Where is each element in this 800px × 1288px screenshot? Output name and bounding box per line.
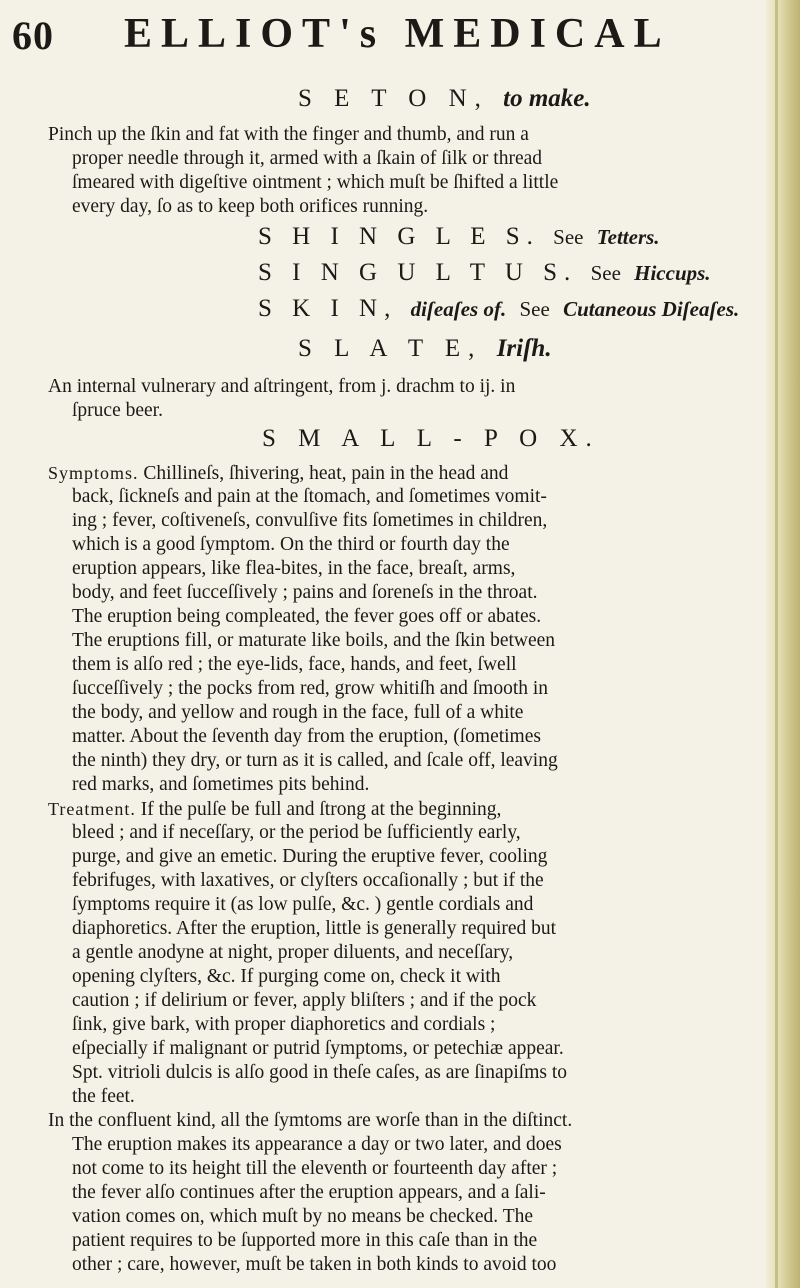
text-line: eſpecially if malignant or putrid ſymptoms, or petechiæ appear.	[72, 1038, 564, 1059]
text-line: them is alſo red ; the eye-lids, face, hands, and feet, ſwell	[72, 654, 517, 675]
text-line: the ninth) they dry, or turn as it is called, and ſcale off, leaving	[72, 750, 558, 771]
page-edge-line	[775, 0, 778, 1288]
text-line: purge, and give an emetic. During the eruptive fever, cooling	[72, 846, 548, 867]
text-line: the body, and yellow and rough in the face, full of a white	[72, 702, 524, 723]
text-line: eruption appears, like flea-bites, in the face, breaſt, arms,	[72, 558, 516, 579]
entry-heading-skin: S K I N, diſeaſes of. See Cutaneous Diſeaſes.	[258, 295, 740, 322]
entry-heading-smallpox: S M A L L - P O X.	[262, 425, 600, 452]
text-line: red marks, and ſometimes pits behind.	[72, 774, 370, 795]
text-line: Pinch up the ſkin and fat with the finger and thumb, and run a	[48, 124, 529, 145]
entry-heading-slate: S L A T E, Iriſh.	[298, 335, 552, 362]
text-line: In the confluent kind, all the ſymtoms are worſe than in the diſtinct.	[48, 1110, 573, 1131]
symptoms-label: Symptoms.	[48, 463, 139, 483]
text-line: a gentle anodyne at night, proper diluents, and neceſſary,	[72, 942, 514, 963]
entry-heading-shingles: S H I N G L E S. See Tetters.	[258, 223, 660, 250]
text-line: back, ſickneſs and pain at the ſtomach, and ſometimes vomit-	[72, 486, 547, 507]
entry-heading-seton: S E T O N, to make.	[298, 85, 591, 112]
text-line: not come to its height till the eleventh or fourteenth day after ;	[72, 1158, 558, 1179]
text-line: ſucceſſively ; the pocks from red, grow whitiſh and ſmooth in	[72, 678, 549, 699]
text-line: other ; care, however, muſt be taken in both kinds to avoid too	[72, 1254, 557, 1275]
text-line: The eruptions fill, or maturate like boils, and the ſkin between	[72, 630, 556, 651]
text-line: opening clyſters, &c. If purging come on, check it with	[72, 966, 501, 987]
text-line: patient requires to be ſupported more in this caſe than in the	[72, 1230, 538, 1251]
text-line: The eruption makes its appearance a day or two later, and does	[72, 1134, 562, 1155]
running-title: ELLIOT's MEDICAL	[124, 11, 671, 57]
text-line: ing ; fever, coſtiveneſs, convulſive fits ſometimes in children,	[72, 510, 548, 531]
text-line: diaphoretics. After the eruption, little is generally required but	[72, 918, 557, 939]
text-line: febrifuges, with laxatives, or clyſters occaſionally ; but if the	[72, 870, 544, 891]
text-line: the feet.	[72, 1086, 135, 1107]
entry-heading-singultus: S I N G U L T U S. See Hiccups.	[258, 259, 711, 286]
text-line: Spt. vitrioli dulcis is alſo good in theſe caſes, as are ſinapiſms to	[72, 1062, 568, 1083]
text-line: ſymptoms require it (as low pulſe, &c. ) gentle cordials and	[72, 894, 534, 915]
text-line: Symptoms. Chillineſs, ſhivering, heat, pain in the head and	[48, 463, 509, 484]
text-line: ſpruce beer.	[72, 400, 163, 421]
text-line: Treatment. If the pulſe be full and ſtrong at the beginning,	[48, 799, 502, 820]
text-line: body, and feet ſucceſſively ; pains and ſoreneſs in the throat.	[72, 582, 538, 603]
text-line: bleed ; and if neceſſary, or the period be ſufficiently early,	[72, 822, 521, 843]
text-line: caution ; if delirium or fever, apply bliſters ; and if the pock	[72, 990, 537, 1011]
text-line: ſink, give bark, with proper diaphoretics and cordials ;	[72, 1014, 496, 1035]
text-line: every day, ſo as to keep both orifices running.	[72, 196, 429, 217]
text-line: An internal vulnerary and aſtringent, from j. drachm to ij. in	[48, 376, 516, 397]
text-line: which is a good ſymptom. On the third or fourth day the	[72, 534, 510, 555]
text-line: The eruption being compleated, the fever goes off or abates.	[72, 606, 542, 627]
treatment-label: Treatment.	[48, 799, 136, 819]
text-line: the fever alſo continues after the eruption appears, and a ſali-	[72, 1182, 546, 1203]
text-line: vation comes on, which muſt by no means be checked. The	[72, 1206, 534, 1227]
page-spine-shadow	[766, 0, 800, 1288]
page-header	[0, 10, 790, 62]
page-number: 60	[12, 13, 54, 58]
text-line: ſmeared with digeſtive ointment ; which muſt be ſhifted a little	[72, 172, 559, 193]
text-line: matter. About the ſeventh day from the eruption, (ſometimes	[72, 726, 541, 747]
text-line: proper needle through it, armed with a ſkain of ſilk or thread	[72, 148, 543, 169]
